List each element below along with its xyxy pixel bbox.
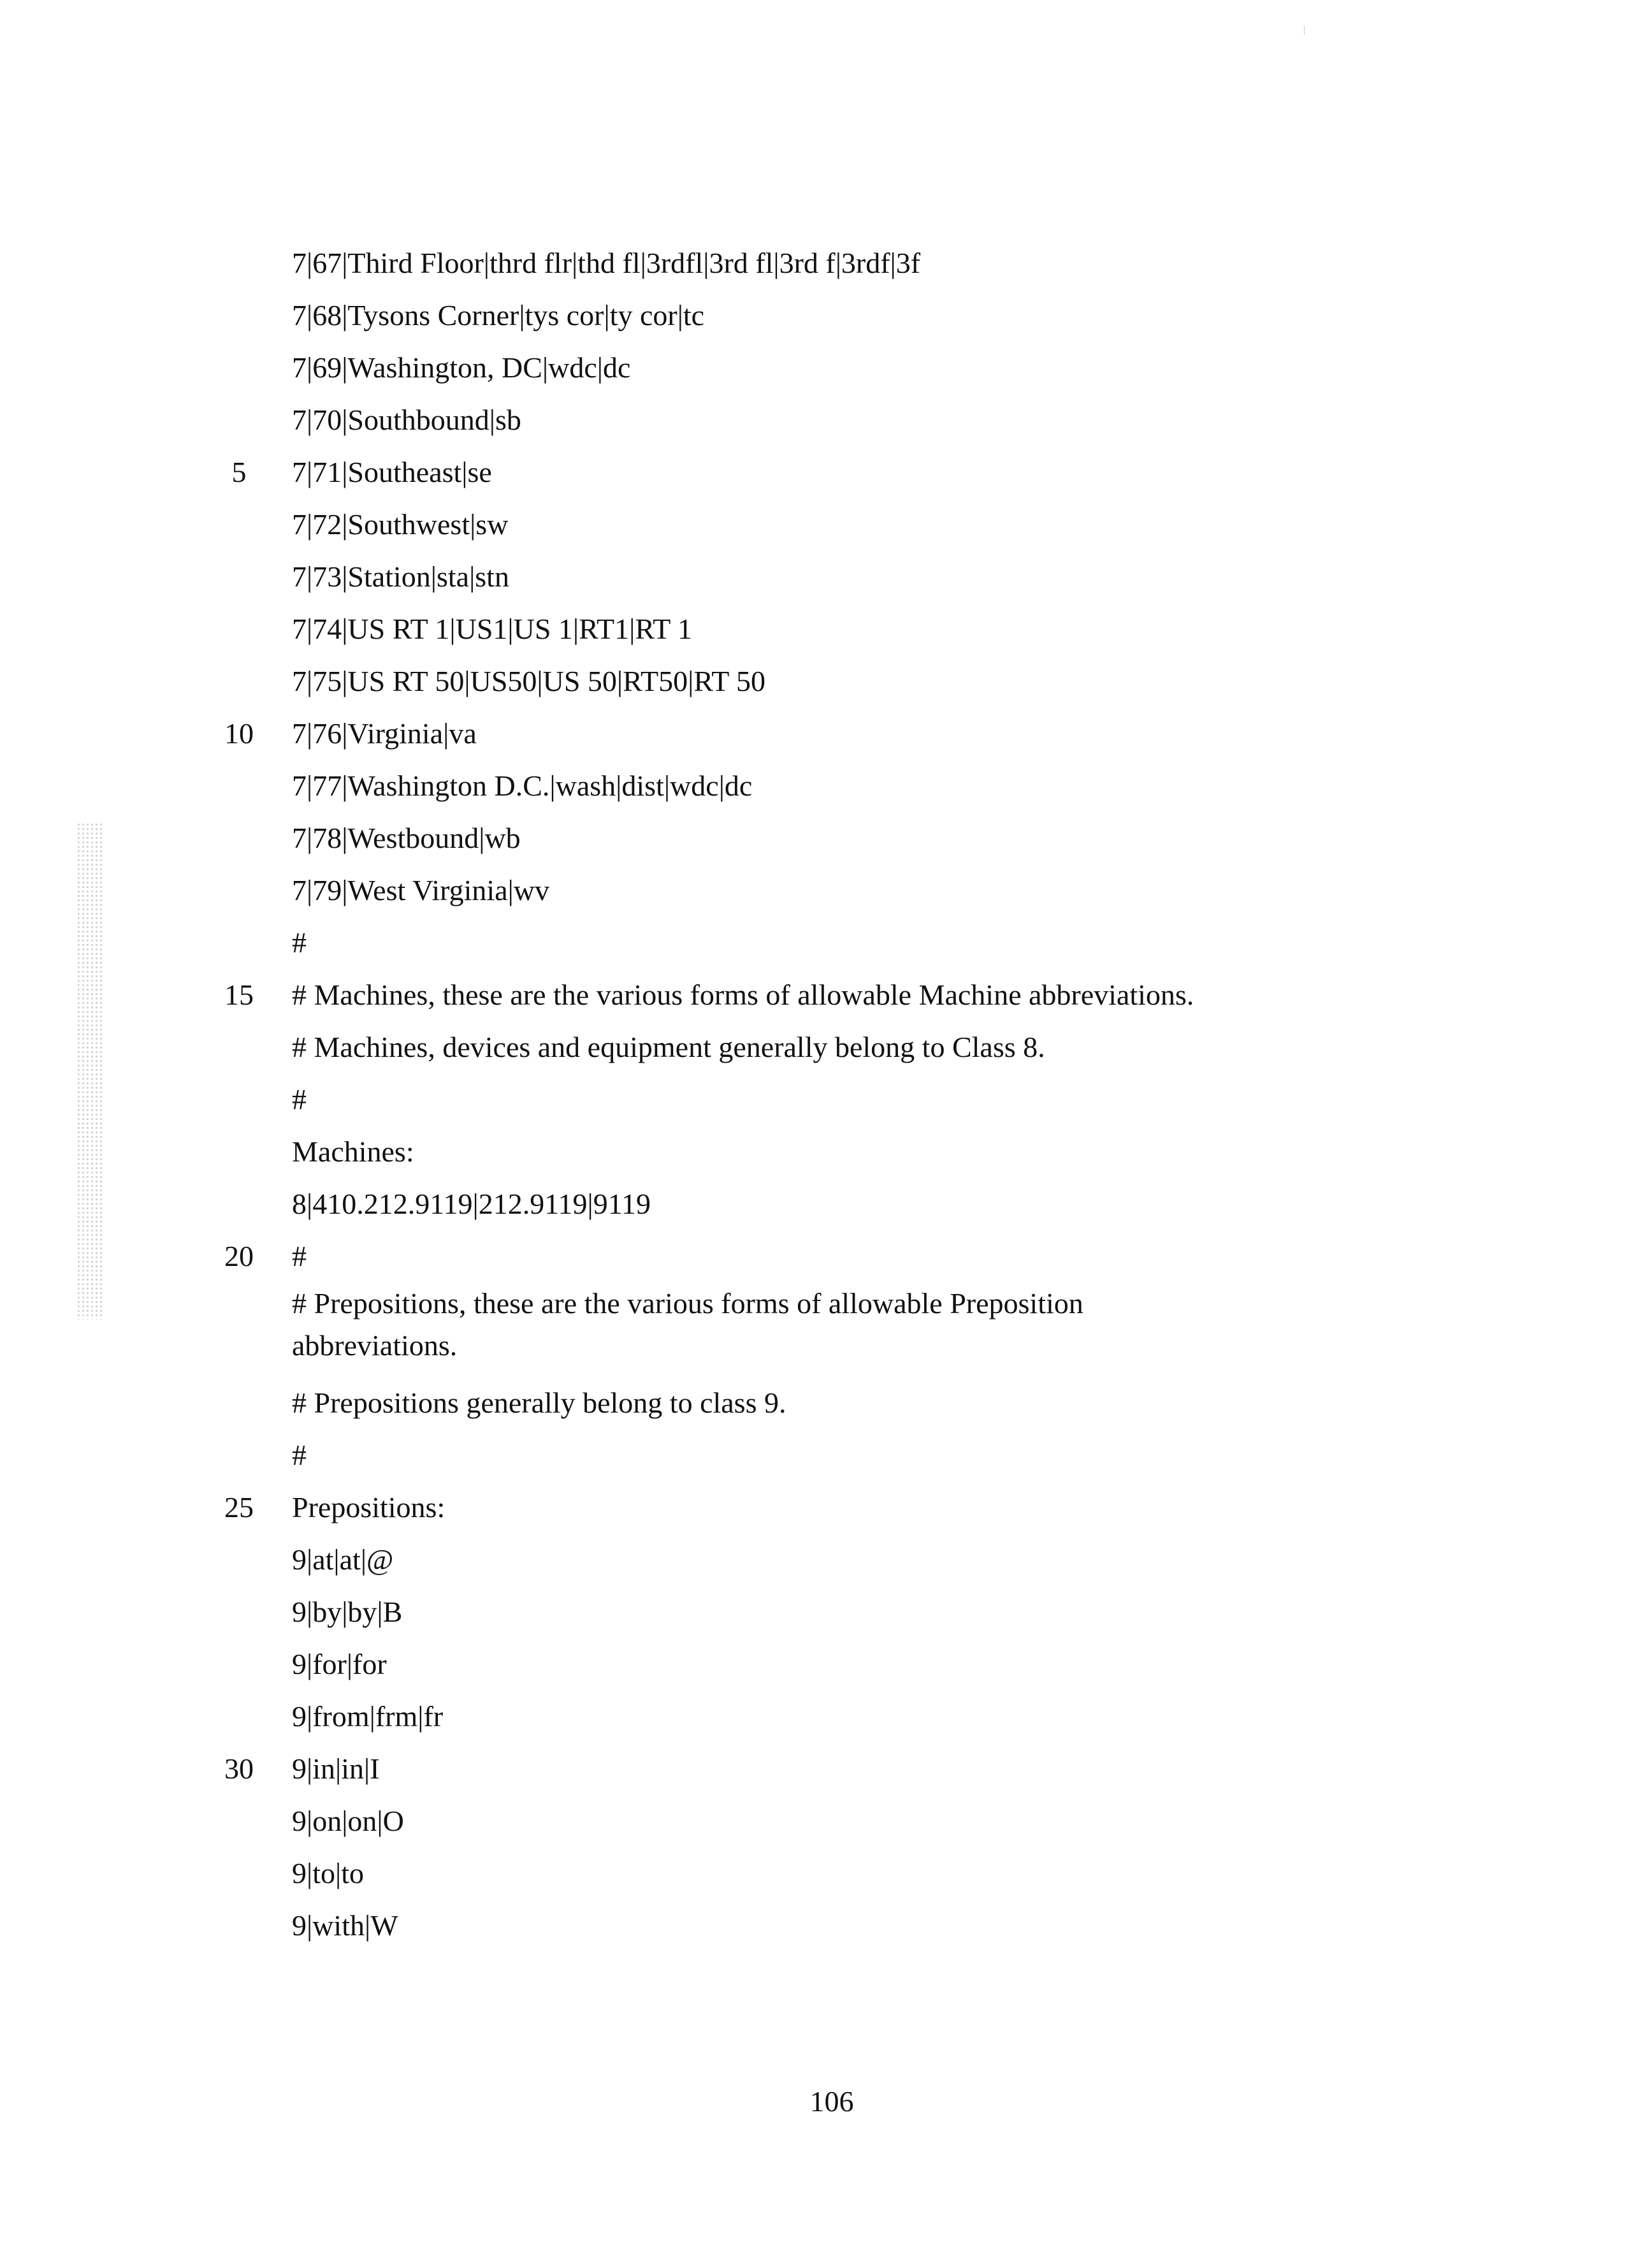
line-text: # Prepositions generally belong to class 9. <box>292 1377 1286 1429</box>
line-text: 7|67|Third Floor|thrd flr|thd fl|3rdfl|3rd fl|3rd f|3rdf|3f <box>292 237 1286 289</box>
line-text: 9|at|at|@ <box>292 1534 1286 1586</box>
line-text: # <box>292 1073 1286 1126</box>
text-line <box>0 1429 1652 1481</box>
line-number: 25 <box>217 1481 261 1534</box>
line-number: 10 <box>217 708 261 760</box>
text-line <box>0 1073 1652 1126</box>
line-text: # Machines, these are the various forms of allowable Machine abbreviations. <box>292 969 1286 1021</box>
line-text: 7|76|Virginia|va <box>292 708 1286 760</box>
line-text: 7|73|Station|sta|stn <box>292 551 1286 603</box>
text-line <box>0 1795 1652 1847</box>
text-line <box>0 812 1652 864</box>
text-line <box>0 1847 1652 1900</box>
line-text: 7|69|Washington, DC|wdc|dc <box>292 342 1286 394</box>
line-text: 7|77|Washington D.C.|wash|dist|wdc|dc <box>292 760 1286 812</box>
text-line <box>0 1481 1652 1534</box>
line-number: 15 <box>217 969 261 1021</box>
line-text: 9|by|by|B <box>292 1586 1286 1638</box>
line-text: 9|for|for <box>292 1638 1286 1691</box>
text-line <box>0 394 1652 446</box>
line-text: # Prepositions, these are the various forms of allowable Preposition abbreviations. <box>292 1283 1184 1367</box>
text-line <box>0 498 1652 551</box>
line-text: Prepositions: <box>292 1481 1286 1534</box>
scan-mark <box>1304 25 1305 34</box>
text-line <box>0 551 1652 603</box>
line-text: 7|75|US RT 50|US50|US 50|RT50|RT 50 <box>292 655 1286 708</box>
text-line <box>0 237 1652 289</box>
line-text: 7|79|West Virginia|wv <box>292 864 1286 917</box>
text-line <box>0 969 1652 1021</box>
line-text: # Machines, devices and equipment generally belong to Class 8. <box>292 1021 1286 1073</box>
line-text: 7|74|US RT 1|US1|US 1|RT1|RT 1 <box>292 603 1286 655</box>
text-line <box>0 342 1652 394</box>
line-number: 20 <box>217 1230 261 1283</box>
text-line <box>0 1743 1652 1795</box>
text-line <box>0 289 1652 342</box>
text-line <box>0 1178 1652 1230</box>
line-text: 7|71|Southeast|se <box>292 446 1286 498</box>
line-text: 7|78|Westbound|wb <box>292 812 1286 864</box>
text-line <box>0 446 1652 498</box>
line-text: # <box>292 1429 1286 1481</box>
text-line <box>0 708 1652 760</box>
text-line <box>0 760 1652 812</box>
line-text: 9|on|on|O <box>292 1795 1286 1847</box>
text-line <box>0 864 1652 917</box>
line-text: 7|72|Southwest|sw <box>292 498 1286 551</box>
line-number: 5 <box>217 446 261 498</box>
line-text: # <box>292 917 1286 969</box>
line-text: 8|410.212.9119|212.9119|9119 <box>292 1178 1286 1230</box>
line-text: 7|68|Tysons Corner|tys cor|ty cor|tc <box>292 289 1286 342</box>
line-text: 9|from|frm|fr <box>292 1691 1286 1743</box>
line-text: # <box>292 1230 1286 1283</box>
document-body <box>0 237 1652 1952</box>
text-line <box>0 1691 1652 1743</box>
line-text: 9|in|in|I <box>292 1743 1286 1795</box>
text-line <box>0 1638 1652 1691</box>
line-text: 7|70|Southbound|sb <box>292 394 1286 446</box>
line-text: 9|with|W <box>292 1900 1286 1952</box>
line-number: 30 <box>217 1743 261 1795</box>
text-line <box>0 1230 1652 1283</box>
text-line <box>0 1126 1652 1178</box>
text-line <box>0 1586 1652 1638</box>
text-line <box>0 1900 1652 1952</box>
text-line <box>0 1534 1652 1586</box>
text-line <box>0 917 1652 969</box>
text-line <box>0 603 1652 655</box>
page-number: 106 <box>765 2084 899 2118</box>
line-text: 9|to|to <box>292 1847 1286 1900</box>
text-line <box>0 1021 1652 1073</box>
line-text: Machines: <box>292 1126 1286 1178</box>
text-line <box>0 1377 1652 1429</box>
text-line <box>0 1283 1652 1377</box>
text-line <box>0 655 1652 708</box>
